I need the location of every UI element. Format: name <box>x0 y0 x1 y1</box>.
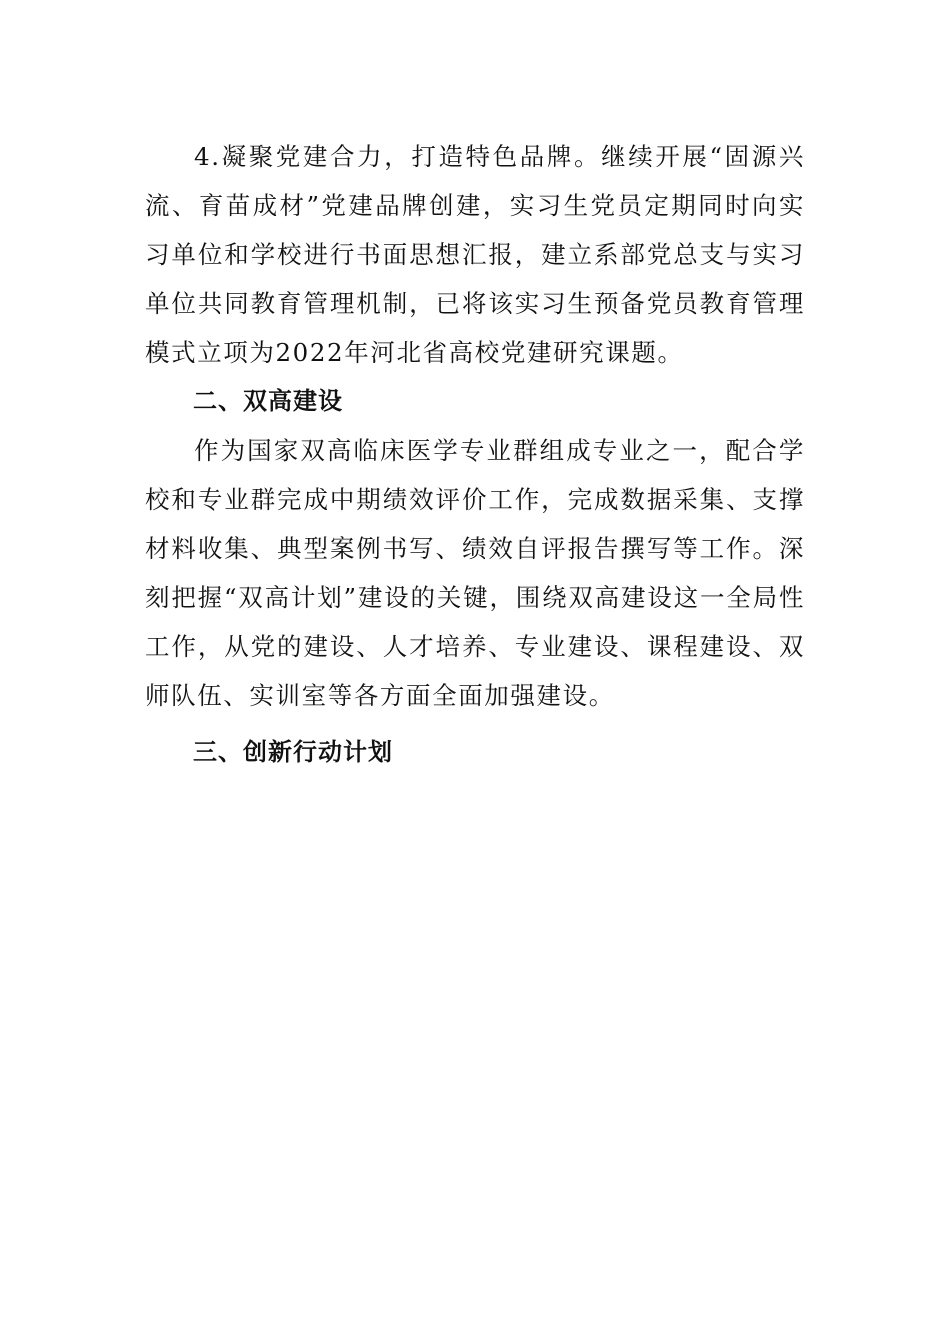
section-heading-double-high: 二、双高建设 <box>193 387 343 415</box>
section-heading-innovation-plan: 三、创新行动计划 <box>193 738 393 766</box>
paragraph-double-high-construction: 作为国家双高临床医学专业群组成专业之一，配合学校和专业群完成中期绩效评价工作，完成数据采集、支撑材料收集、典型案例书写、绩效自评报告撰写等工作。深刻把握“双高计划”建设的关键，围绕双高建设这一全局性工作，从党的建设、人才培养、专业建设、课程建设、双师队伍、实训室等各方面全面加强建设。 <box>145 436 805 710</box>
document-body <box>145 132 805 777</box>
paragraph-party-building-brand: 4.凝聚党建合力，打造特色品牌。继续开展“固源兴流、育苗成材”党建品牌创建，实习生党员定期同时向实习单位和学校进行书面思想汇报，建立系部党总支与实习单位共同教育管理机制，已将该实习生预备党员教育管理模式立项为2022年河北省高校党建研究课题。 <box>145 142 805 367</box>
